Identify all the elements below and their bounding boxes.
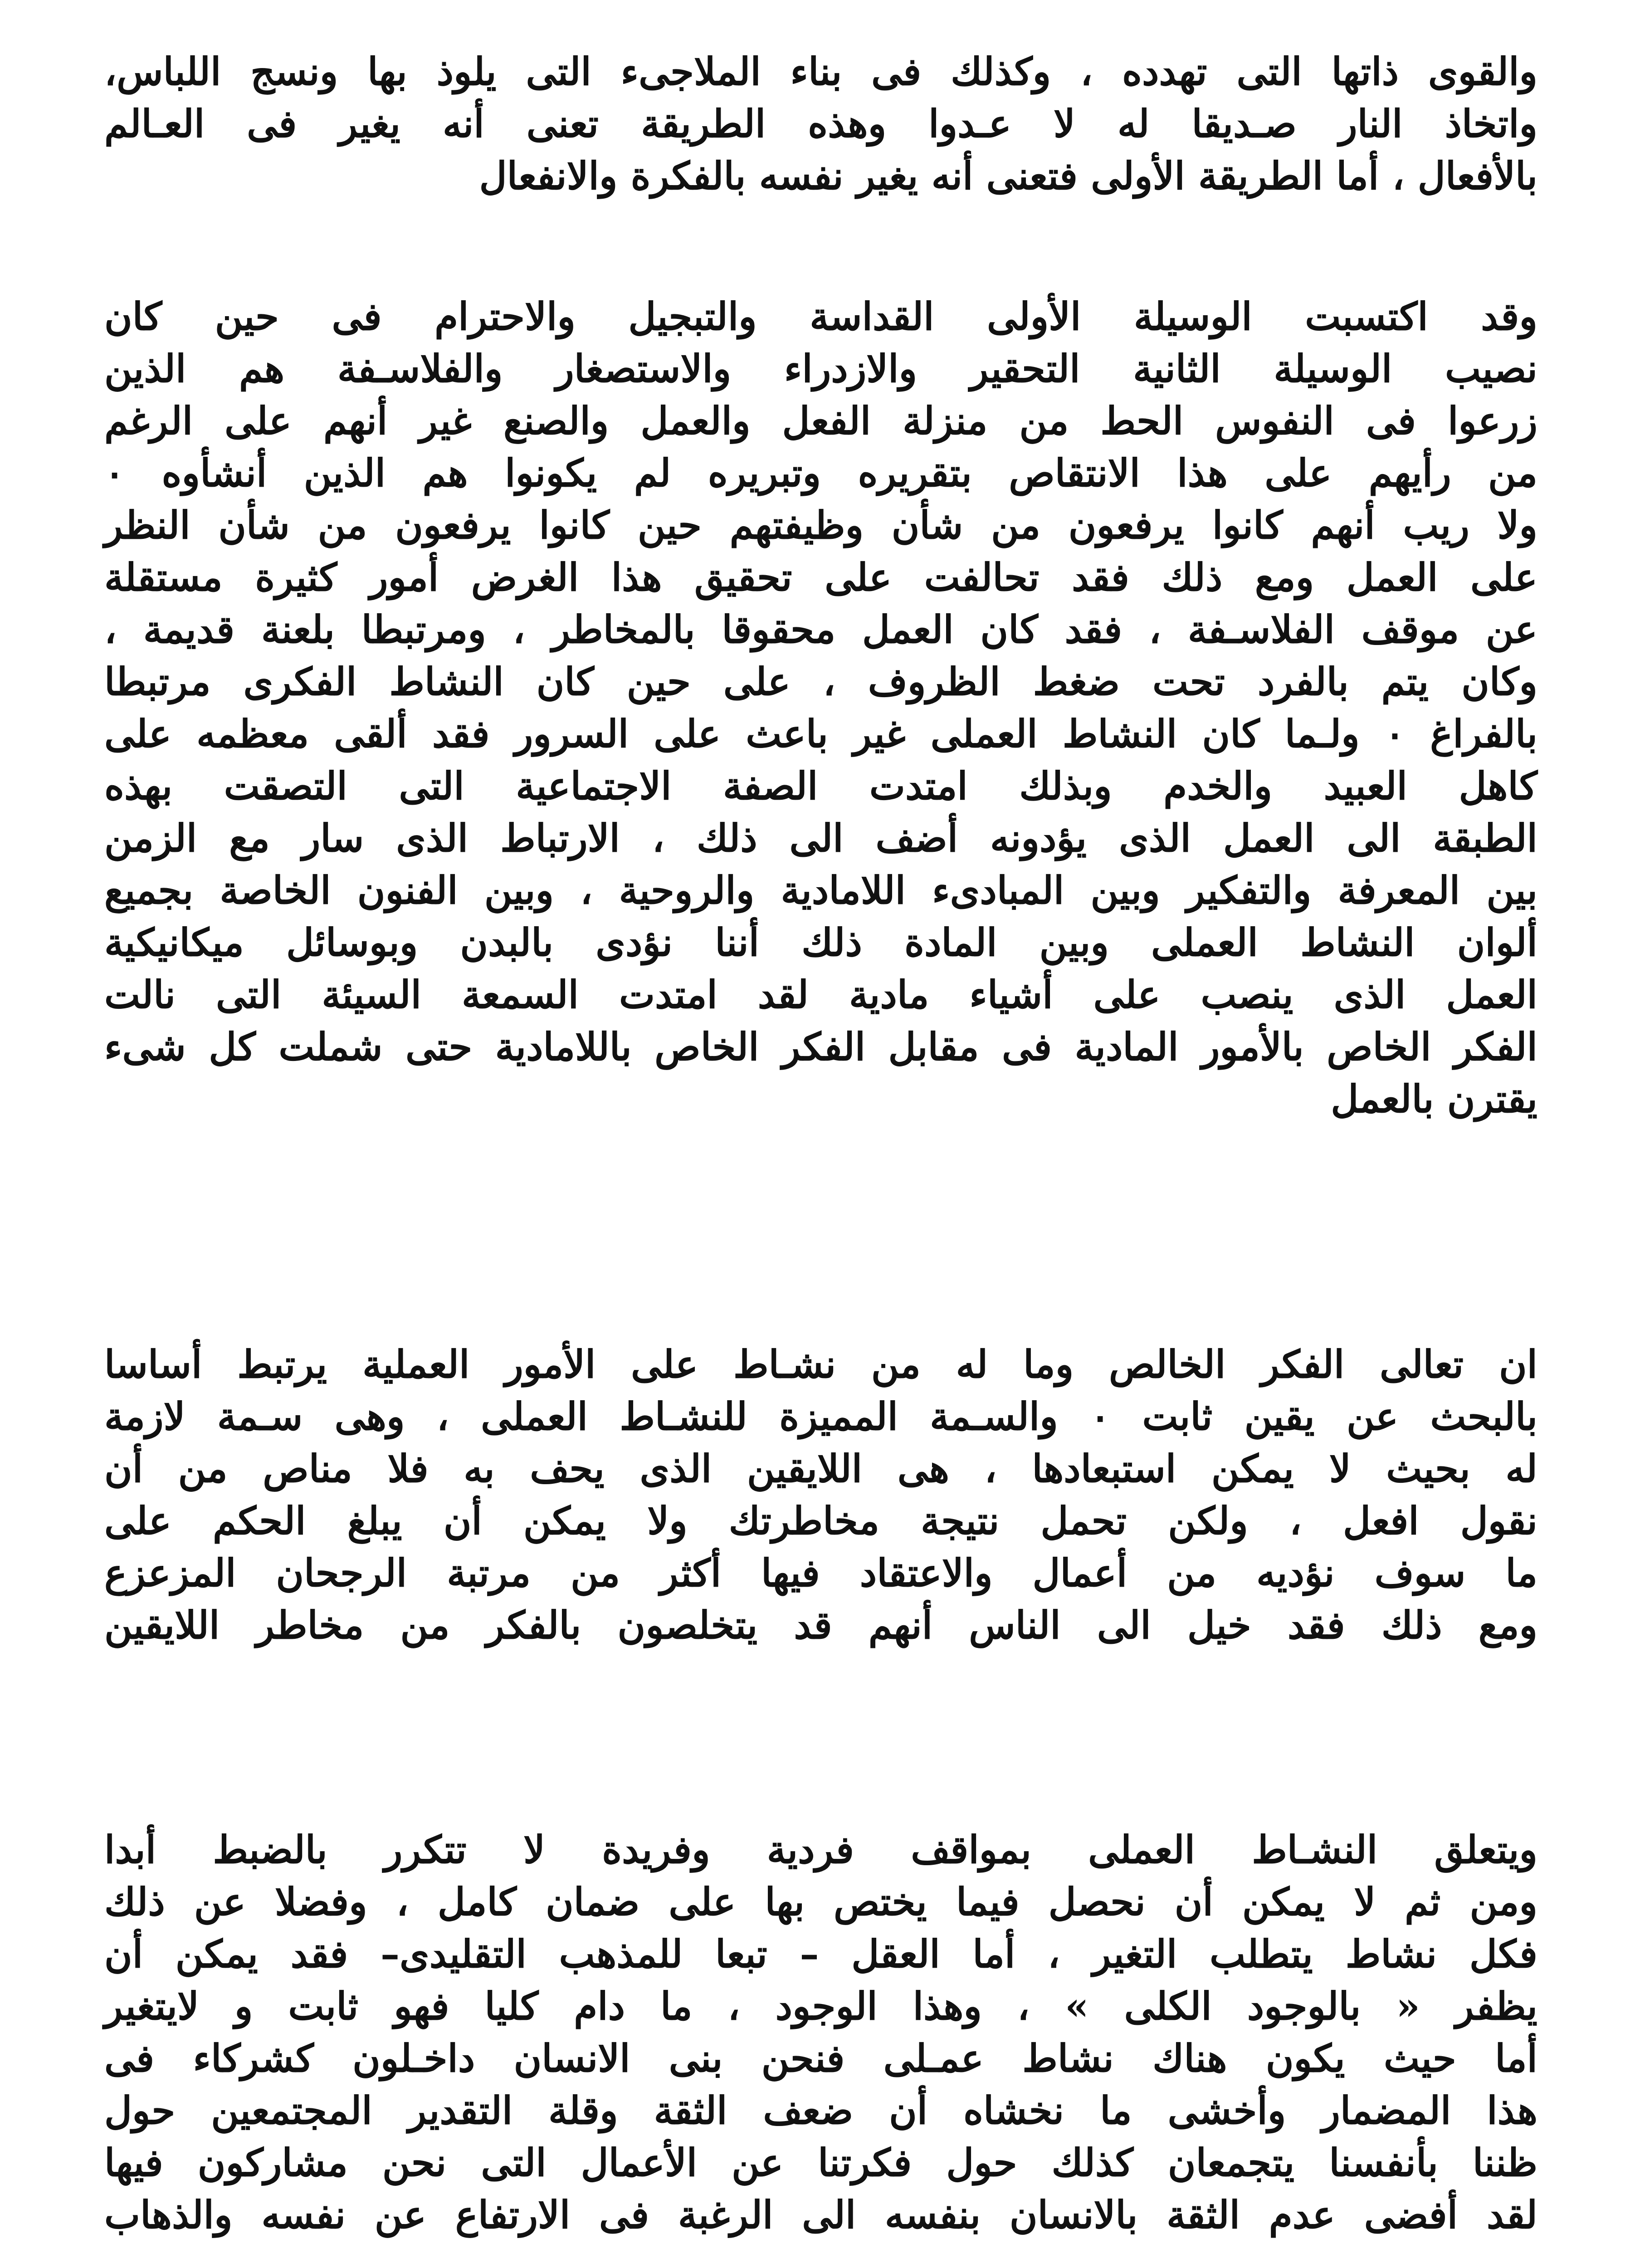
text-line: بالبحث عن يقين ثابت ٠ والسـمة المميزة للنشـاط العملى ، وهى سـمة لازمة bbox=[104, 1394, 1538, 1439]
text-line: وكان يتم بالفرد تحت ضغط الظروف ، على حين كان النشاط الفكرى مرتبطا bbox=[104, 659, 1538, 704]
text-line: عن موقف الفلاسـفة ، فقد كان العمل محقوقا بالمخاطر ، ومرتبطا بلعنة قديمة ، bbox=[104, 607, 1538, 652]
text-line: ألوان النشاط العملى وبين المادة ذلك أننا نؤدى بالبدن وبوسائل ميكانيكية bbox=[104, 920, 1538, 965]
text-line: نقول افعل ، ولكن تحمل نتيجة مخاطرتك ولا يمكن أن يبلغ الحكم على bbox=[104, 1498, 1538, 1543]
text-line: والقوى ذاتها التى تهدده ، وكذلك فى بناء الملاجىء التى يلوذ بها ونسج اللباس، bbox=[104, 49, 1538, 94]
text-line: من رأيهم على هذا الانتقاص بتقريره وتبريره لم يكونوا هم الذين أنشأوه ٠ bbox=[104, 450, 1538, 495]
text-line: على العمل ومع ذلك فقد تحالفت على تحقيق هذا الغرض أمور كثيرة مستقلة bbox=[104, 555, 1538, 600]
paragraph-2 bbox=[104, 290, 1538, 1125]
text-line: ولا ريب أنهم كانوا يرفعون من شأن وظيفتهم حين كانوا يرفعون من شأن النظر bbox=[104, 503, 1538, 547]
text-line: لقد أفضى عدم الثقة بالانسان بنفسه الى الرغبة فى الارتفاع عن نفسه والذهاب bbox=[104, 2192, 1538, 2237]
text-line: ومع ذلك فقد خيل الى الناس أنهم قد يتخلصون بالفكر من مخاطر اللايقين bbox=[104, 1603, 1538, 1647]
text-line: ما سوف نؤديه من أعمال والاعتقاد فيها أكثر من مرتبة الرجحان المزعزع bbox=[104, 1550, 1538, 1595]
text-line: الفكر الخاص بالأمور المادية فى مقابل الفكر الخاص باللامادية حتى شملت كل شىء bbox=[104, 1024, 1538, 1069]
text-line: يقترن بالعمل bbox=[1331, 1076, 1538, 1121]
text-line: له بحيث لا يمكن استبعادها ، هى اللايقين الذى يحف به فلا مناص من أن bbox=[104, 1446, 1538, 1491]
text-line: زرعوا فى النفوس الحط من منزلة الفعل والعمل والصنع غير أنهم على الرغم bbox=[104, 398, 1538, 443]
text-line: العمل الذى ينصب على أشياء مادية لقد امتدت السمعة السيئة التى نالت bbox=[104, 972, 1538, 1017]
text-line: بين المعرفة والتفكير وبين المبادىء اللامادية والروحية ، وبين الفنون الخاصة بجميع bbox=[104, 868, 1538, 913]
text-line: ومن ثم لا يمكن أن نحصل فيما يختص بها على ضمان كامل ، وفضلا عن ذلك bbox=[104, 1879, 1538, 1924]
text-line: ويتعلق النشـاط العملى بمواقف فردية وفريدة لا تتكرر بالضبط أبدا bbox=[104, 1827, 1538, 1872]
text-line: وقد اكتسبت الوسيلة الأولى القداسة والتبجيل والاحترام فى حين كان bbox=[104, 294, 1538, 339]
text-line: الطبقة الى العمل الذى يؤدونه أضف الى ذلك ، الارتباط الذى سار مع الزمن bbox=[104, 816, 1538, 860]
paragraph-3 bbox=[104, 1338, 1538, 1651]
text-line: أما حيث يكون هناك نشاط عمـلى فنحن بنى الانسان داخـلون كشركاء فى bbox=[104, 2036, 1538, 2081]
text-line: واتخاذ النار صـديقا له لا عـدوا وهذه الطريقة تعنى أنه يغير فى العـالم bbox=[104, 101, 1538, 146]
text-line: يظفر « بالوجود الكلى » ، وهذا الوجود ، ما دام كليا فهو ثابت و لايتغير bbox=[104, 1984, 1538, 2028]
text-line: بالفراغ ٠ ولـما كان النشاط العملى غير باعث على السرور فقد ألقى معظمه على bbox=[104, 711, 1538, 756]
text-line: هذا المضمار وأخشى ما نخشاه أن ضعف الثقة وقلة التقدير المجتمعين حول bbox=[104, 2088, 1538, 2133]
text-line: ان تعالى الفكر الخالص وما له من نشـاط على الأمور العملية يرتبط أساسا bbox=[104, 1342, 1538, 1387]
paragraph-4 bbox=[104, 1823, 1538, 2241]
text-line: ظننا بأنفسنا يتجمعان كذلك حول فكرتنا عن الأعمال التى نحن مشاركون فيها bbox=[104, 2140, 1538, 2185]
paragraph-1 bbox=[104, 45, 1538, 202]
text-line: كاهل العبيد والخدم وبذلك امتدت الصفة الاجتماعية التى التصقت بهذه bbox=[104, 763, 1538, 808]
text-line: نصيب الوسيلة الثانية التحقير والازدراء والاستصغار والفلاسـفة هم الذين bbox=[104, 346, 1538, 391]
text-line: بالأفعال ، أما الطريقة الأولى فتعنى أنه يغير نفسه بالفكرة والانفعال bbox=[479, 153, 1538, 198]
text-line: فكل نشاط يتطلب التغير ، أما العقل – تبعا للمذهب التقليدى– فقد يمكن أن bbox=[104, 1931, 1538, 1976]
